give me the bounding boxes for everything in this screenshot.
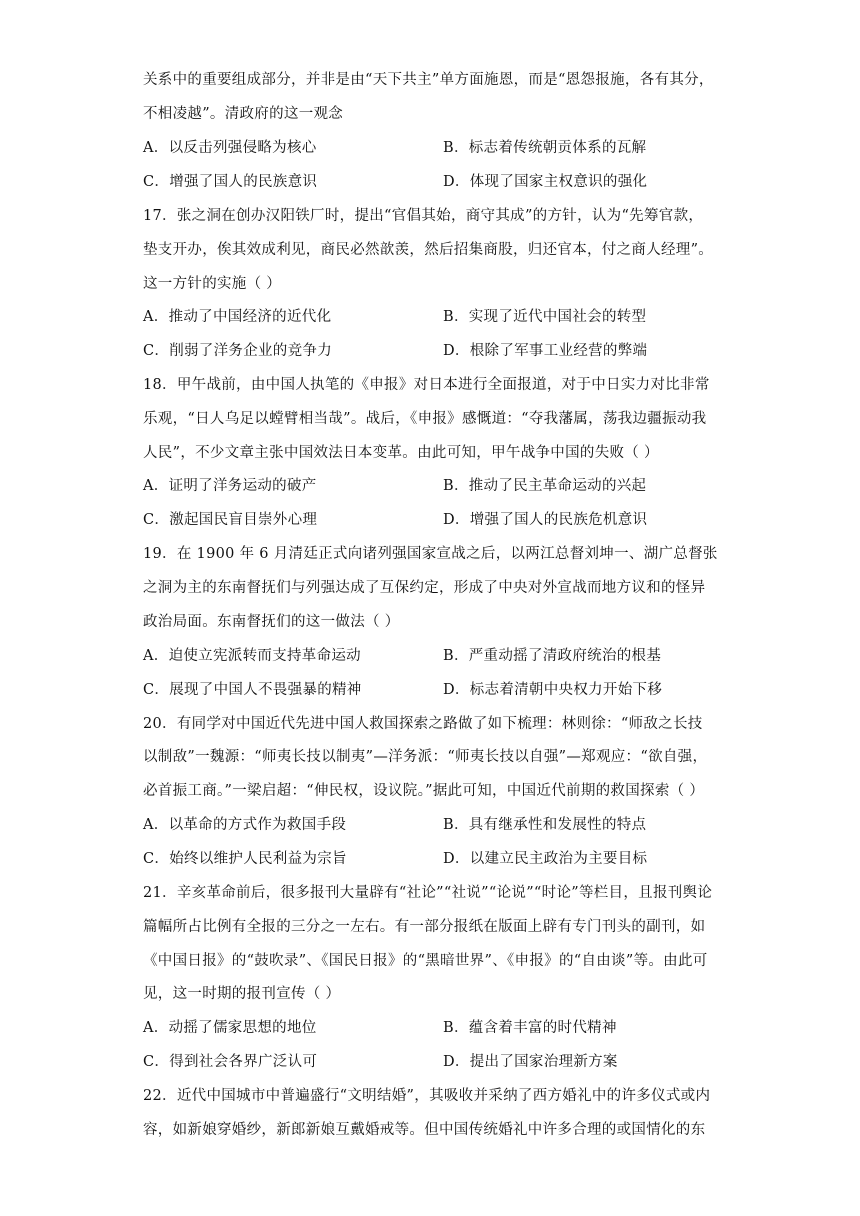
q16-option-c[interactable]: C．增强了国人的民族意识	[143, 174, 318, 190]
q18-option-b[interactable]: B．推动了民主革命运动的兴起	[443, 478, 647, 494]
q21-stem-line-1: 21．辛亥革命前后，很多报刊大量辟有“社论”“社说”“论说”“时论”等栏目，且报刊舆论	[143, 885, 713, 901]
q17-stem-line-3: 这一方针的实施（ ）	[143, 276, 282, 292]
q18-option-a[interactable]: A．证明了洋务运动的破产	[143, 478, 317, 494]
q19-option-d[interactable]: D．标志着清朝中央权力开始下移	[443, 682, 663, 698]
q16-option-a[interactable]: A．以反击列强侵略为核心	[143, 140, 317, 156]
q20-stem-line-2: 以制敌”一魏源：“师夷长技以制夷”—洋务派：“师夷长技以自强”—郑观应：“欲自强，	[143, 749, 708, 765]
q20-stem-line-1: 20．有同学对中国近代先进中国人救国探索之路做了如下梳理：林则徐：“师敌之长技	[143, 716, 703, 732]
q19-stem-line-3: 政治局面。东南督抚们的这一做法（ ）	[143, 614, 400, 630]
q21-option-d[interactable]: D．提出了国家治理新方案	[443, 1054, 618, 1070]
q19-stem-line-1: 19．在 1900 年 6 月清廷正式向诸列强国家宣战之后，以两江总督刘坤一、湖广总督张	[143, 546, 718, 562]
q20-option-c[interactable]: C．始终以维护人民利益为宗旨	[143, 851, 347, 867]
q17-option-c[interactable]: C．削弱了洋务企业的竞争力	[143, 343, 332, 359]
q19-option-b[interactable]: B．严重动摇了清政府统治的根基	[443, 648, 662, 664]
q19-option-c[interactable]: C．展现了中国人不畏强暴的精神	[143, 682, 362, 698]
q22-stem-line-1: 22．近代中国城市中普遍盛行“文明结婚”，其吸收并采纳了西方婚礼中的许多仪式或内	[143, 1088, 711, 1104]
q18-option-c[interactable]: C．激起国民盲目崇外心理	[143, 512, 318, 528]
q17-stem-line-2: 垫支开办，俟其效成利见，商民必然歆羡，然后招集商股，归还官本，付之商人经理”。	[143, 242, 714, 258]
q19-stem-line-2: 之洞为主的东南督抚们与列强达成了互保约定，形成了中央对外宣战而地方议和的怪异	[143, 580, 706, 596]
q18-option-d[interactable]: D．增强了国人的民族危机意识	[443, 512, 648, 528]
q21-option-a[interactable]: A．动摇了儒家思想的地位	[143, 1020, 317, 1036]
q17-option-a[interactable]: A．推动了中国经济的近代化	[143, 309, 332, 325]
q17-stem-line-1: 17．张之洞在创办汉阳铁厂时，提出“官倡其始，商守其成”的方针，认为“先筹官款，	[143, 208, 704, 224]
q16-option-b[interactable]: B．标志着传统朝贡体系的瓦解	[443, 140, 647, 156]
q20-option-b[interactable]: B．具有继承性和发展性的特点	[443, 817, 647, 833]
q16-option-d[interactable]: D．体现了国家主权意识的强化	[443, 174, 648, 190]
q18-stem-line-2: 乐观，“日人乌足以螳臂相当哉”。战后，《申报》感慨道：“夺我藩属，荡我边疆振动我	[143, 411, 707, 427]
q20-option-d[interactable]: D．以建立民主政治为主要目标	[443, 851, 648, 867]
q21-option-c[interactable]: C．得到社会各界广泛认可	[143, 1054, 318, 1070]
q17-option-b[interactable]: B．实现了近代中国社会的转型	[443, 309, 647, 325]
q21-stem-line-2: 篇幅所占比例有全报的三分之一左右。有一部分报纸在版面上辟有专门刊头的副刊，如	[143, 919, 706, 935]
q20-option-a[interactable]: A．以革命的方式作为救国手段	[143, 817, 347, 833]
q21-stem-line-4: 见，这一时期的报刊宣传（ ）	[143, 986, 341, 1002]
q19-option-a[interactable]: A．迫使立宪派转而支持革命运动	[143, 648, 361, 664]
q21-option-b[interactable]: B．蕴含着丰富的时代精神	[443, 1020, 617, 1036]
q18-stem-line-1: 18．甲午战前，由中国人执笔的《申报》对日本进行全面报道，对于中日实力对比非常	[143, 377, 710, 393]
q17-option-d[interactable]: D．根除了军事工业经营的弊端	[443, 343, 648, 359]
q18-stem-line-3: 人民”，不少文章主张中国效法日本变革。由此可知，甲午战争中国的失败（ ）	[143, 445, 659, 461]
q21-stem-line-3: 《中国日报》的“鼓吹录”、《国民日报》的“黑暗世界”、《申报》的“自由谈”等。由此可	[143, 953, 708, 969]
q20-stem-line-3: 必首振工商。”一梁启超：“伸民权，设议院。”据此可知，中国近代前期的救国探索（ ）	[143, 783, 705, 799]
q16-stem-line-1: 关系中的重要组成部分，并非是由“天下共主”单方面施恩，而是“恩怨报施，各有其分，	[143, 72, 714, 88]
q16-stem-line-2: 不相凌越”。清政府的这一观念	[143, 106, 344, 122]
q22-stem-line-2: 容，如新娘穿婚纱，新郎新娘互戴婚戒等。但中国传统婚礼中许多合理的或国情化的东	[143, 1122, 706, 1138]
